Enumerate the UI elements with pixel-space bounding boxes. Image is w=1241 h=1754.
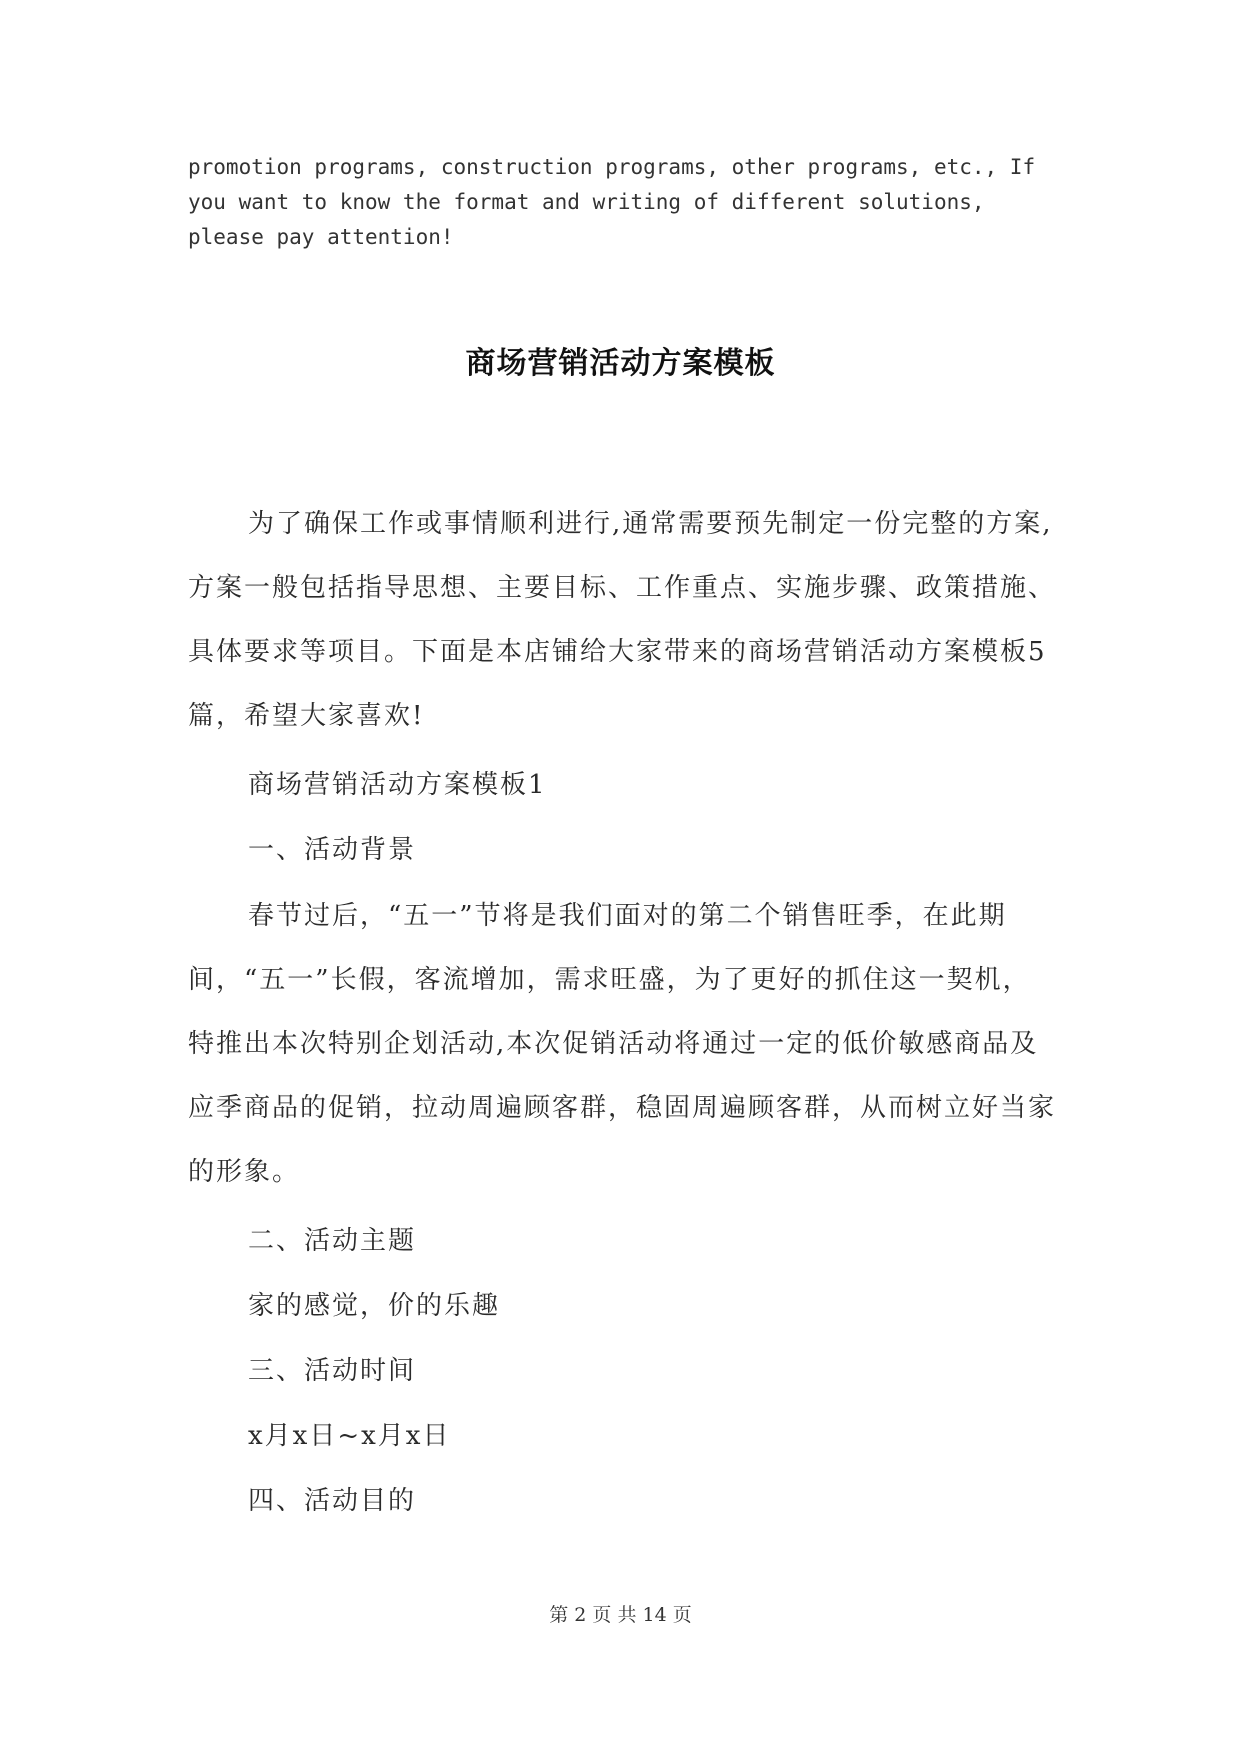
section-heading-time: 三、活动时间 bbox=[248, 1356, 417, 1386]
section-body-background: 春节过后，“五一”节将是我们面对的第二个销售旺季，在此期间，“五一”长假，客流增加，需求旺盛，为了更好的抓住这一契机，特推出本次特别企划活动,本次促销活动将通过一定的低价敏感商品及应季商品的促销，拉动周遍顾客群，稳固周遍顾客群，从而树立好当家的形象。 bbox=[188, 901, 1057, 1187]
page-number-footer: 第 2 页 共 14 页 bbox=[549, 1604, 692, 1626]
english-intro-text: promotion programs, construction programs, other programs, etc., If you want to know the format and writing of different solutions, please pay attention! bbox=[188, 155, 1036, 249]
section-heading-theme: 二、活动主题 bbox=[248, 1226, 417, 1256]
subtitle-template-1: 商场营销活动方案模板1 bbox=[248, 770, 547, 800]
section-body-theme: 家的感觉，价的乐趣 bbox=[248, 1291, 501, 1321]
section-heading-background: 一、活动背景 bbox=[248, 835, 417, 865]
section-heading-purpose: 四、活动目的 bbox=[248, 1486, 417, 1516]
section-body-time: x月x日~x月x日 bbox=[248, 1421, 451, 1451]
page-title: 商场营销活动方案模板 bbox=[465, 346, 776, 381]
intro-paragraph: 为了确保工作或事情顺利进行,通常需要预先制定一份完整的方案,方案一般包括指导思想、主要目标、工作重点、实施步骤、政策措施、具体要求等项目。下面是本店铺给大家带来的商场营销活动方案模板5篇，希望大家喜欢! bbox=[188, 509, 1057, 731]
